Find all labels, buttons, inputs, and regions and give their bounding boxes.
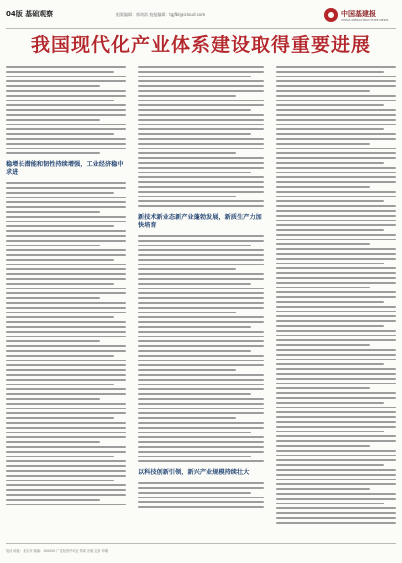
- text-line: [276, 282, 396, 284]
- page-footer: [6, 543, 396, 560]
- text-line: [138, 350, 251, 352]
- text-line: [138, 152, 236, 154]
- text-line: [276, 172, 396, 174]
- text-line: [6, 292, 126, 294]
- text-line: [276, 411, 396, 413]
- text-line: [6, 393, 126, 395]
- text-line: [138, 384, 264, 386]
- text-line: [276, 90, 370, 92]
- text-line: [138, 259, 264, 261]
- text-line: [276, 450, 396, 452]
- logo-name: 中国基建报: [341, 10, 376, 18]
- text-line: [6, 499, 100, 501]
- masthead-logo: [324, 6, 394, 26]
- text-line: [138, 254, 264, 256]
- text-line: [276, 459, 396, 461]
- text-line: [6, 143, 126, 145]
- text-line: [138, 100, 264, 102]
- text-line: [276, 205, 396, 207]
- text-line: [276, 315, 396, 317]
- text-line: [6, 206, 126, 208]
- text-line: [6, 427, 126, 429]
- text-line: [276, 469, 396, 471]
- text-line: [276, 277, 396, 279]
- text-line: [138, 441, 264, 443]
- text-line: [138, 427, 264, 429]
- text-line: [138, 326, 251, 328]
- text-line: [276, 258, 396, 260]
- subheading-1: 稳增长潜能和韧性持续增强，工业经济稳中求进: [6, 161, 124, 177]
- text-line: [276, 85, 396, 87]
- text-line: [276, 330, 396, 332]
- text-line: [138, 191, 264, 193]
- text-line: [138, 157, 264, 159]
- text-line: [276, 431, 384, 433]
- text-line: [276, 416, 396, 418]
- text-line: [138, 196, 236, 198]
- text-line: [138, 133, 251, 135]
- editor-info: 组版编辑：郭鸿淇 校报编辑：tgjfbl@icloud.com: [116, 12, 206, 17]
- text-line: [138, 181, 264, 183]
- text-line: [6, 379, 126, 381]
- text-line: [276, 402, 384, 404]
- text-line: [6, 336, 126, 338]
- text-line: [138, 109, 251, 111]
- text-line: [276, 407, 396, 409]
- text-line: [138, 487, 264, 489]
- text-line: [138, 340, 264, 342]
- text-line: [6, 480, 114, 482]
- text-line: [6, 417, 114, 419]
- text-line: [6, 104, 126, 106]
- text-line: [138, 264, 264, 266]
- text-line: [138, 321, 264, 323]
- text-line: [6, 90, 126, 92]
- logo-subtitle: CHINA INFRASTRUCTURE NEWS: [341, 18, 389, 22]
- text-line: [276, 421, 396, 423]
- subheading-2: 新技术新业态新产业蓬勃发展，新质生产力加快培育: [138, 213, 262, 229]
- text-line: [138, 200, 264, 202]
- text-line: [276, 287, 370, 289]
- text-line: [6, 331, 126, 333]
- text-line: [138, 138, 264, 140]
- text-line: [138, 273, 264, 275]
- text-line: [276, 378, 396, 380]
- text-line: [6, 432, 126, 434]
- text-line: [276, 522, 396, 524]
- text-line: [276, 363, 384, 365]
- text-line: [138, 369, 236, 371]
- text-line: [276, 517, 396, 519]
- text-line: [138, 143, 264, 145]
- text-line: [6, 182, 126, 184]
- text-line: [276, 152, 396, 154]
- text-line: [276, 114, 396, 116]
- text-line: [138, 90, 264, 92]
- text-line: [276, 344, 370, 346]
- text-line: [6, 124, 126, 126]
- text-line: [138, 360, 264, 362]
- text-line: [276, 301, 384, 303]
- text-line: [276, 109, 396, 111]
- text-line: [276, 507, 396, 509]
- text-line: [6, 456, 114, 458]
- text-line: [138, 148, 264, 150]
- text-line: [138, 240, 264, 242]
- text-line: [6, 288, 126, 290]
- text-line: [276, 215, 396, 217]
- page-header: [6, 6, 396, 29]
- text-line: [276, 181, 396, 183]
- text-line: [6, 465, 126, 467]
- text-line: [6, 138, 126, 140]
- text-line: [6, 398, 100, 400]
- text-line: [138, 393, 251, 395]
- text-line: [6, 384, 114, 386]
- text-line: [138, 388, 264, 390]
- text-line: [276, 503, 384, 505]
- text-line: [138, 408, 264, 410]
- text-line: [138, 71, 264, 73]
- text-line: [276, 464, 384, 466]
- text-line: [138, 283, 251, 285]
- text-line: [6, 484, 126, 486]
- text-line: [6, 388, 126, 390]
- text-line: [276, 445, 370, 447]
- text-line: [276, 512, 396, 514]
- text-line: [6, 374, 126, 376]
- text-line: [6, 446, 126, 448]
- text-line: [6, 100, 114, 102]
- page-section: 04版 基础观察: [6, 10, 54, 18]
- text-line: [276, 368, 396, 370]
- text-line: [276, 224, 396, 226]
- text-line: [138, 374, 264, 376]
- column-2: [138, 63, 264, 539]
- text-line: [138, 398, 264, 400]
- text-line: [276, 104, 384, 106]
- text-line: [138, 104, 264, 106]
- text-line: [276, 124, 396, 126]
- text-line: [138, 128, 264, 130]
- text-line: [276, 397, 396, 399]
- footer-note: 电话 地址：北京市 邮编：100000 广告经营许可证 每周 出版 定价 印刷: [6, 549, 109, 553]
- text-line: [276, 243, 370, 245]
- text-line: [138, 119, 264, 121]
- text-line: [138, 456, 251, 458]
- text-line: [138, 331, 264, 333]
- text-line: [6, 297, 100, 299]
- text-line: [6, 494, 126, 496]
- text-line: [6, 128, 126, 130]
- text-line: [6, 422, 126, 424]
- text-line: [276, 426, 396, 428]
- text-line: [6, 95, 126, 97]
- text-line: [6, 114, 126, 116]
- text-line: [276, 162, 384, 164]
- text-line: [276, 349, 396, 351]
- text-line: [6, 321, 126, 323]
- text-line: [6, 451, 126, 453]
- text-line: [6, 221, 126, 223]
- text-line: [138, 235, 264, 237]
- text-line: [6, 152, 100, 154]
- text-line: [6, 245, 100, 247]
- text-line: [6, 259, 114, 261]
- text-line: [138, 497, 264, 499]
- text-line: [276, 483, 396, 485]
- text-line: [138, 345, 264, 347]
- text-line: [276, 186, 370, 188]
- text-line: [276, 455, 396, 457]
- text-line: [276, 335, 396, 337]
- text-line: [276, 239, 396, 241]
- text-line: [6, 249, 126, 251]
- text-line: [276, 248, 396, 250]
- text-line: [138, 205, 264, 207]
- text-line: [138, 364, 264, 366]
- text-line: [138, 186, 264, 188]
- text-line: [6, 470, 126, 472]
- text-line: [276, 143, 370, 145]
- text-line: [138, 316, 264, 318]
- text-line: [6, 489, 126, 491]
- logo-icon: [324, 8, 338, 22]
- text-line: [138, 278, 264, 280]
- text-line: [276, 272, 396, 274]
- article-title: 我国现代化产业体系建设取得重要进展: [30, 34, 371, 56]
- subheading-3: 以科技创新引领，新兴产业规模持续壮大: [138, 469, 250, 477]
- text-line: [276, 220, 396, 222]
- text-line: [138, 446, 264, 448]
- text-line: [276, 493, 396, 495]
- text-line: [6, 230, 126, 232]
- text-line: [276, 253, 396, 255]
- text-line: [276, 474, 396, 476]
- text-line: [276, 138, 396, 140]
- column-3: [276, 63, 396, 539]
- text-line: [6, 201, 126, 203]
- text-line: [276, 354, 396, 356]
- text-line: [276, 387, 370, 389]
- text-line: [6, 355, 114, 357]
- text-line: [276, 306, 396, 308]
- text-line: [6, 312, 126, 314]
- text-line: [6, 504, 126, 506]
- text-line: [6, 412, 126, 414]
- text-line: [276, 167, 396, 169]
- text-line: [6, 403, 126, 405]
- text-line: [276, 119, 396, 121]
- text-line: [6, 225, 114, 227]
- text-line: [6, 76, 126, 78]
- text-line: [276, 200, 384, 202]
- text-line: [276, 263, 384, 265]
- text-line: [6, 278, 126, 280]
- text-line: [6, 475, 126, 477]
- text-line: [138, 336, 264, 338]
- text-line: [276, 196, 396, 198]
- text-line: [6, 211, 100, 213]
- text-line: [138, 124, 264, 126]
- text-line: [276, 488, 370, 490]
- text-line: [138, 436, 264, 438]
- text-line: [6, 192, 114, 194]
- text-line: [276, 383, 396, 385]
- text-line: [6, 436, 126, 438]
- text-line: [138, 249, 264, 251]
- text-line: [6, 326, 126, 328]
- text-line: [276, 157, 396, 159]
- text-line: [6, 133, 114, 135]
- text-line: [6, 283, 114, 285]
- text-line: [6, 235, 126, 237]
- text-line: [138, 176, 264, 178]
- text-line: [276, 325, 384, 327]
- text-line: [276, 291, 396, 293]
- text-line: [276, 435, 396, 437]
- text-line: [138, 307, 264, 309]
- text-line: [6, 148, 126, 150]
- text-line: [138, 422, 264, 424]
- text-line: [6, 350, 126, 352]
- text-line: [276, 234, 396, 236]
- text-line: [276, 176, 396, 178]
- text-line: [6, 197, 126, 199]
- text-line: [6, 268, 126, 270]
- text-line: [6, 441, 100, 443]
- text-line: [276, 128, 384, 130]
- text-line: [276, 95, 396, 97]
- text-line: [276, 267, 396, 269]
- text-line: [276, 498, 396, 500]
- article-body: [6, 63, 396, 541]
- text-line: [138, 288, 264, 290]
- text-line: [138, 66, 264, 68]
- text-line: [138, 312, 236, 314]
- text-line: [276, 100, 396, 102]
- text-line: [138, 379, 264, 381]
- text-line: [138, 85, 264, 87]
- text-line: [6, 240, 126, 242]
- text-line: [276, 320, 396, 322]
- text-line: [138, 297, 264, 299]
- text-line: [138, 506, 264, 508]
- text-line: [6, 364, 126, 366]
- text-line: [276, 80, 396, 82]
- text-line: [138, 417, 236, 419]
- text-line: [6, 273, 126, 275]
- text-line: [6, 340, 100, 342]
- text-line: [276, 133, 396, 135]
- text-line: [138, 245, 251, 247]
- text-line: [138, 292, 264, 294]
- text-line: [276, 440, 396, 442]
- text-line: [138, 162, 264, 164]
- text-line: [276, 392, 396, 394]
- text-line: [138, 482, 264, 484]
- text-line: [276, 210, 396, 212]
- text-line: [6, 408, 126, 410]
- text-line: [138, 80, 264, 82]
- text-line: [6, 85, 100, 87]
- text-line: [6, 119, 100, 121]
- text-line: [276, 373, 396, 375]
- text-line: [6, 66, 126, 68]
- text-line: [138, 460, 264, 462]
- text-line: [276, 71, 384, 73]
- text-line: [138, 492, 251, 494]
- text-line: [6, 360, 126, 362]
- text-line: [276, 479, 396, 481]
- text-line: [138, 172, 251, 174]
- text-line: [138, 403, 264, 405]
- text-line: [138, 114, 264, 116]
- text-line: [276, 339, 396, 341]
- text-line: [6, 187, 126, 189]
- text-line: [6, 71, 114, 73]
- text-line: [6, 369, 126, 371]
- text-line: [138, 451, 264, 453]
- text-line: [138, 432, 251, 434]
- text-line: [276, 311, 396, 313]
- text-line: [6, 80, 126, 82]
- text-line: [6, 254, 126, 256]
- text-line: [6, 216, 126, 218]
- text-line: [276, 359, 396, 361]
- text-line: [138, 412, 264, 414]
- text-line: [276, 296, 396, 298]
- text-line: [138, 268, 236, 270]
- text-line: [138, 167, 264, 169]
- text-line: [6, 307, 126, 309]
- text-line: [138, 501, 264, 503]
- column-1: [6, 63, 126, 539]
- text-line: [276, 76, 396, 78]
- text-line: [276, 229, 384, 231]
- text-line: [138, 355, 264, 357]
- text-line: [276, 66, 396, 68]
- text-line: [6, 302, 126, 304]
- text-line: [6, 345, 126, 347]
- text-line: [276, 191, 396, 193]
- text-line: [6, 109, 126, 111]
- text-line: [6, 264, 126, 266]
- text-line: [138, 302, 264, 304]
- text-line: [138, 95, 236, 97]
- text-line: [6, 460, 126, 462]
- text-line: [276, 148, 396, 150]
- text-line: [138, 76, 251, 78]
- text-line: [6, 316, 114, 318]
